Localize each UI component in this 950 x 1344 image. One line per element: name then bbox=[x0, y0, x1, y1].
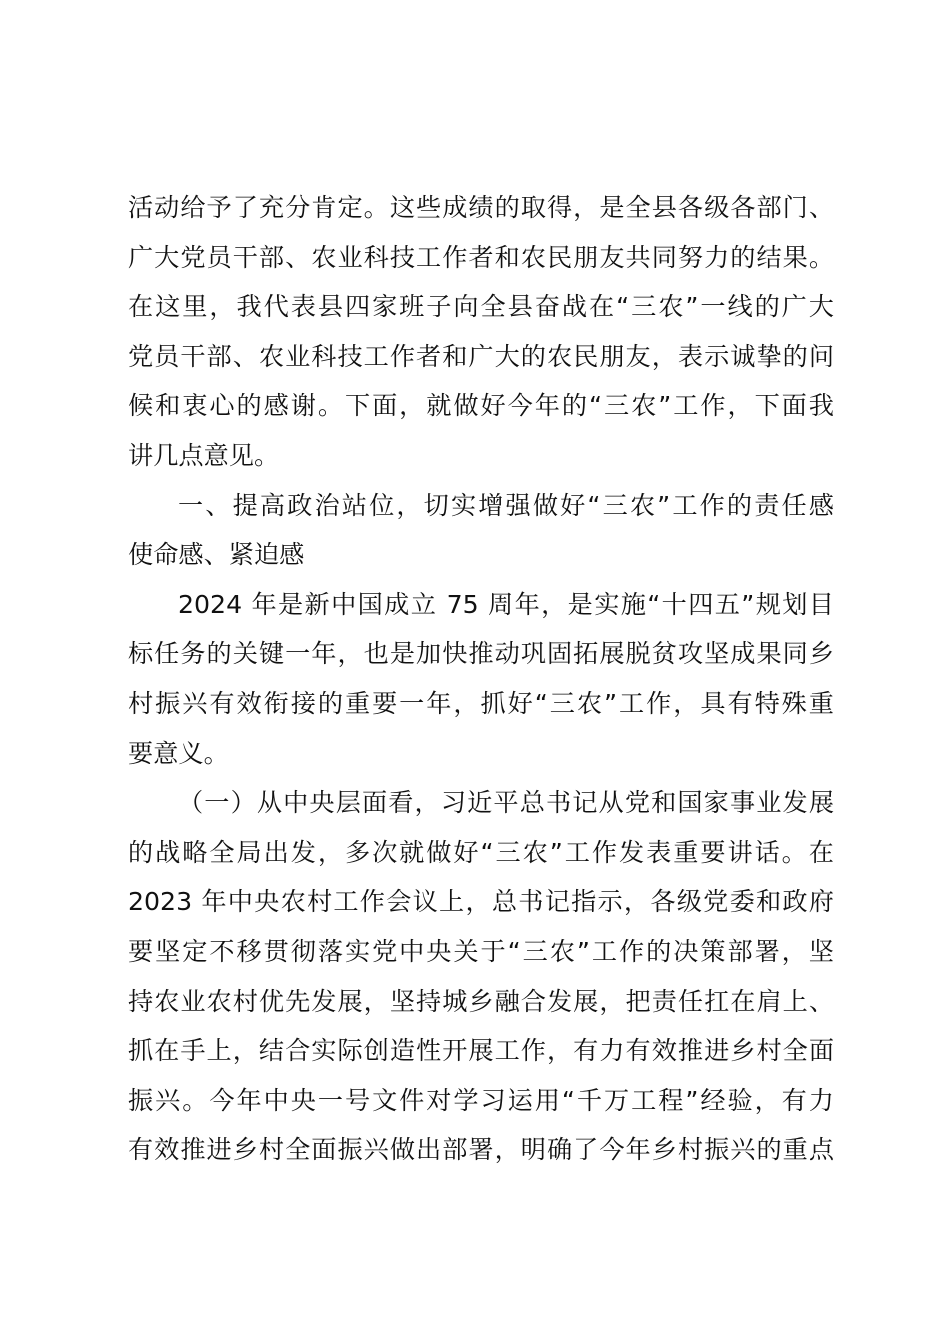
text-line: 要坚定不移贯彻落实党中央关于“三农”工作的决策部署，坚 bbox=[128, 936, 834, 966]
document-body bbox=[128, 183, 834, 1175]
text-line: 活动给予了充分肯定。这些成绩的取得，是全县各级各部门、 bbox=[128, 193, 834, 222]
text-line: 2024 年是新中国成立 75 周年，是实施“十四五”规划目 bbox=[178, 589, 834, 619]
text-line: 的战略全局出发，多次就做好“三农”工作发表重要讲话。在 bbox=[128, 837, 834, 867]
heading-line: 一、提高政治站位，切实增强做好“三农”工作的责任感 bbox=[178, 490, 834, 520]
paragraph bbox=[128, 183, 834, 481]
text-line: 候和衷心的感谢。下面，就做好今年的“三农”工作，下面我 bbox=[128, 391, 834, 421]
text-line: 2023 年中央农村工作会议上，总书记指示，各级党委和政府 bbox=[128, 887, 834, 917]
text-line: 村振兴有效衔接的重要一年，抓好“三农”工作，具有特殊重 bbox=[128, 688, 834, 718]
paragraph bbox=[128, 778, 834, 1175]
text-line: 党员干部、农业科技工作者和广大的农民朋友，表示诚挚的问 bbox=[128, 341, 834, 371]
text-line: 抓在手上，结合实际创造性开展工作，有力有效推进乡村全面 bbox=[128, 1036, 834, 1066]
text-line: 讲几点意见。 bbox=[128, 440, 280, 470]
text-line: （一）从中央层面看，习近平总书记从党和国家事业发展 bbox=[178, 788, 834, 818]
text-line: 要意义。 bbox=[128, 738, 229, 768]
text-line: 在这里，我代表县四家班子向全县奋战在“三农”一线的广大 bbox=[128, 292, 834, 322]
text-line: 广大党员干部、农业科技工作者和农民朋友共同努力的结果。 bbox=[128, 242, 834, 272]
text-line: 标任务的关键一年，也是加快推动巩固拓展脱贫攻坚成果同乡 bbox=[128, 639, 834, 669]
text-line: 振兴。今年中央一号文件对学习运用“千万工程”经验，有力 bbox=[128, 1085, 834, 1115]
text-line: 持农业农村优先发展，坚持城乡融合发展，把责任扛在肩上、 bbox=[128, 986, 834, 1016]
text-line: 有效推进乡村全面振兴做出部署，明确了今年乡村振兴的重点 bbox=[128, 1135, 834, 1165]
heading-line: 使命感、紧迫感 bbox=[128, 540, 305, 570]
section-heading bbox=[128, 481, 834, 580]
paragraph bbox=[128, 580, 834, 778]
